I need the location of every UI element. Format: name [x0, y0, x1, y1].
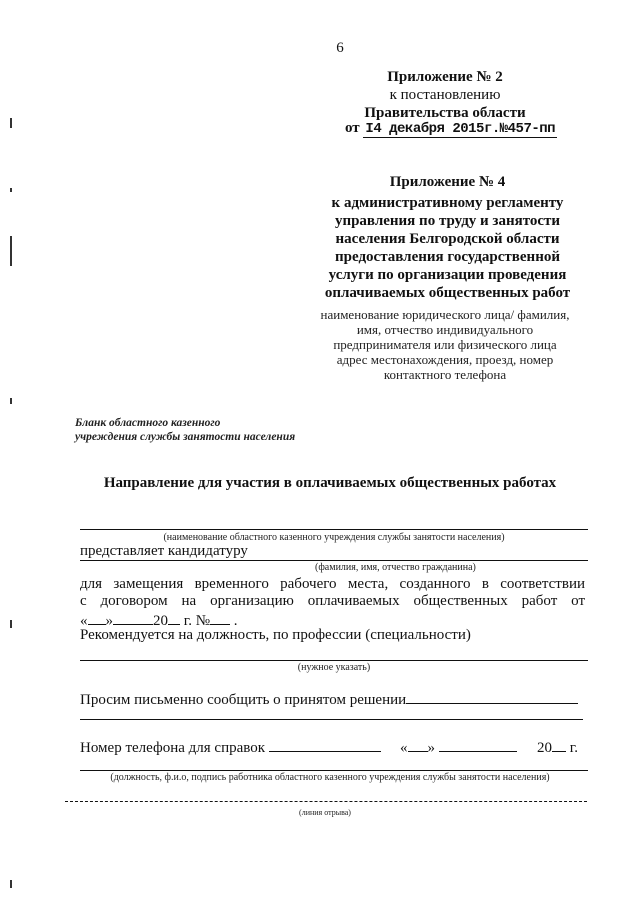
blank-label — [75, 416, 305, 444]
date-prefix: от — [345, 120, 360, 136]
phone-label: Номер телефона для справок — [80, 740, 266, 756]
citizen-caption: (фамилия, имя, отчество гражданина) — [315, 562, 476, 573]
contract-year-suffix: г. № — [183, 613, 211, 629]
citizen-name-line — [80, 560, 588, 561]
reply-month-field[interactable] — [439, 737, 517, 752]
request-decision-text — [80, 689, 578, 709]
addressee-line: наименование юридического лица/ фамилия, — [320, 307, 570, 322]
appendix-2-title: Приложение № 2 — [387, 69, 503, 85]
appendix-2-subtitle: к постановлению — [389, 87, 501, 103]
phone-row — [80, 737, 381, 757]
appendix-4-title: Приложение № 4 — [389, 174, 506, 190]
contract-year-field[interactable] — [168, 610, 180, 625]
contract-date-close: » — [105, 613, 113, 629]
appendix-4-line: населения Белгородской области — [335, 231, 560, 247]
presents-candidate-text: представляет кандидатуру — [80, 543, 248, 559]
institution-caption: (наименование областного казенного учреждения службы занятости населения) — [163, 532, 505, 543]
blank-label-line: Бланк областного казенного — [75, 417, 221, 429]
addressee-line: имя, отчество индивидуального — [356, 322, 534, 337]
reply-year-field[interactable] — [552, 737, 566, 752]
margin-mark — [10, 880, 12, 888]
tear-caption: (линия отрыва) — [299, 808, 351, 817]
replacement-line-2: с договором на организацию оплачиваемых общественных работ от — [80, 593, 585, 609]
addressee-line: адрес местонахождения, проезд, номер — [336, 352, 554, 367]
specify-caption: (нужное указать) — [297, 662, 371, 673]
date-stamp: I4 декабря 2015г.№457-пп — [365, 121, 556, 137]
position-line — [80, 660, 588, 661]
request-decision-label: Просим письменно сообщить о принятом решении — [80, 692, 407, 708]
signature-caption: (должность, ф.и.о, подпись работника областного казенного учреждения службы занятости населения) — [110, 772, 550, 783]
margin-mark — [10, 620, 12, 628]
contract-day-field[interactable] — [88, 610, 106, 625]
recommended-text: Рекомендуется на должность, по профессии (специальности) — [80, 627, 471, 643]
contract-date-open: « — [80, 613, 88, 629]
appendix-4-line: предоставления государственной — [335, 249, 560, 265]
reply-year-prefix: 20 — [537, 740, 552, 756]
reply-date-close: » — [427, 740, 435, 756]
addressee-line: контактного телефона — [383, 367, 507, 382]
margin-mark — [10, 236, 12, 266]
phone-field[interactable] — [269, 737, 381, 752]
appendix-2-authority: Правительства области — [364, 105, 526, 121]
addressee-line: предпринимателя или физического лица — [333, 337, 557, 352]
appendix-4-header — [315, 173, 580, 302]
appendix-4-line: управления по труду и занятости — [334, 213, 561, 229]
decision-field[interactable] — [406, 689, 578, 704]
appendix-2-header — [330, 68, 560, 122]
contract-end: . — [233, 613, 238, 629]
decision-continuation-line — [80, 719, 583, 720]
reply-year-suffix: г. — [569, 740, 578, 756]
reply-year — [537, 737, 578, 757]
reply-day-field[interactable] — [408, 737, 428, 752]
contract-number-field[interactable] — [210, 610, 230, 625]
margin-mark — [10, 398, 12, 404]
reply-date-open: « — [400, 740, 408, 756]
contract-month-field[interactable] — [113, 610, 153, 625]
appendix-2-date — [345, 120, 585, 137]
appendix-4-line: к административному регламенту — [331, 195, 564, 211]
signature-line — [80, 770, 588, 771]
addressee-block — [310, 307, 580, 382]
margin-mark — [10, 118, 12, 128]
document-title: Направление для участия в оплачиваемых общественных работах — [103, 475, 557, 491]
appendix-4-line: оплачиваемых общественных работ — [324, 285, 571, 301]
appendix-4-line: услуги по организации проведения — [328, 267, 567, 283]
reply-date — [400, 737, 517, 757]
replacement-line-1: для замещения временного рабочего места, созданного в соответствии — [80, 576, 585, 592]
contract-year: 20 — [153, 613, 168, 629]
page-number: 6 — [336, 40, 344, 56]
blank-label-line: учреждения службы занятости населения — [75, 431, 296, 443]
institution-line — [80, 529, 588, 530]
tear-line — [65, 801, 587, 802]
margin-mark — [10, 188, 12, 192]
